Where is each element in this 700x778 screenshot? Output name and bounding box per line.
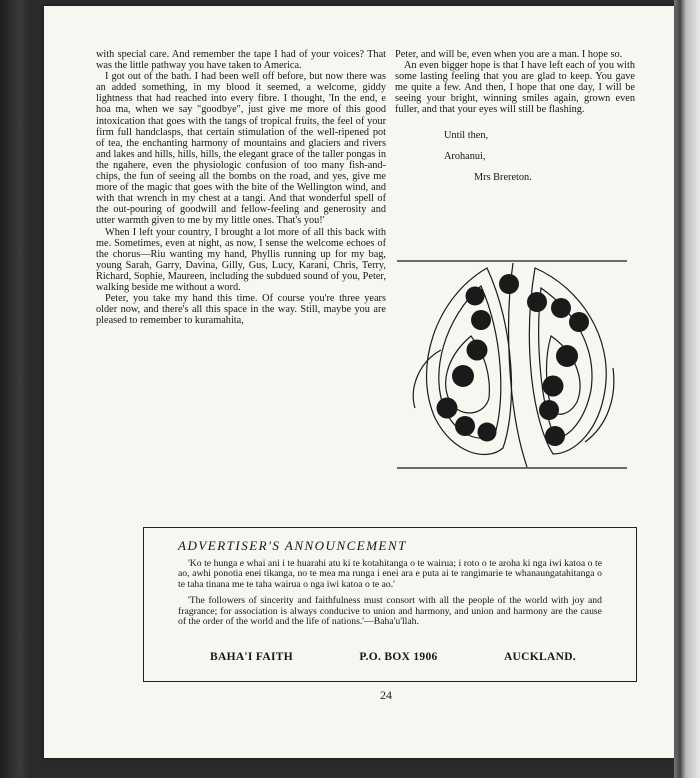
koru-dot [556, 345, 578, 367]
koru-dot [499, 274, 519, 294]
koru-dot [551, 298, 571, 318]
koru-dot [471, 310, 491, 330]
article-paragraph: I got out of the bath. I had been well off before, but now there was an added something, in my blood it seemed, a welcome, giddy lightness that had reached into every fibre. I thought, 'In the end, e hoa ma, when we say "goodbye", just give me more of this good intoxication that goes with the tangs of tropical fruits, the feel of your firm full handclasps, that certain stimulation of the well-ripened pot of tea, the enchanting harmony of mountains and glaciers and rivers and lakes and hills, hills, hills, the elegant grace of the taller pongas in the ngahere, even the physiologic confusion of too many fish-and-chips, the fun of seeing all the bombs on the road, and yes, give me more of the magic that goes with the bite of the Wellington wind, and with that wrench in my chest at a tangi. And that wonderful spell of the out-pouring of goodwill and fellow-feeling and generosity and utter warmth given to me by my little ones. That's you!' [96, 71, 386, 227]
article-paragraph: Peter, you take my hand this time. Of course you're three years older now, and there's all this space in the way. Still, maybe you are pleased to remember to kuramahita, [96, 293, 386, 327]
city: AUCKLAND. [503, 651, 576, 663]
article-left-column [96, 49, 386, 326]
koru-dot [437, 398, 458, 419]
adjacent-page-edge [674, 0, 700, 778]
koru-dot [467, 340, 488, 361]
koru-dot [539, 400, 559, 420]
organization-name: BAHA'I FAITH [210, 651, 293, 663]
english-quote: 'The followers of sincerity and faithfulness must consort with all the people of the world with joy and fragrance; for association is always conducive to union and harmony, and union and harmony are the cause of the order of the world and the life of nations.'—Baha'u'llah. [178, 595, 602, 628]
article-paragraph: An even bigger hope is that I have left each of you with some lasting feeling that you are glad to keep. You gave me quite a few. And then, I hope that one day, I will be seeing your bright, winning smiles again, grown even fuller, and that your eyes will still be flashing. [395, 60, 635, 116]
koru-dot [545, 426, 565, 446]
article-paragraph: When I left your country, I brought a lot more of all this back with me. Sometimes, even at night, as now, I sense the welcome echoes of the chorus—Riu wanting my hand, Phyllis running up for my bag, young Sarah, Garry, Davina, Gilly, Gus, Lucy, Karani, Chris, Terry, Richard, Sophie, Maureen, including the subdued sound of you, Peter, walking beside me without a word. [96, 226, 386, 293]
announcement-footer [210, 651, 576, 663]
koru-dot [569, 312, 589, 332]
koru-dot [543, 376, 564, 397]
koru-dot [455, 416, 475, 436]
article-right-column [395, 49, 635, 183]
koru-dot [466, 287, 485, 306]
koru-pattern-illustration [395, 258, 631, 472]
signature: Mrs Brereton. [474, 171, 532, 183]
advertiser-announcement-box [143, 527, 637, 682]
article-paragraph: Peter, and will be, even when you are a man. I hope so. [395, 49, 623, 60]
greeting-line: Arohanui, [444, 150, 486, 162]
koru-dot [452, 365, 474, 387]
koru-dot [527, 292, 547, 312]
article-paragraph: with special care. And remember the tape I had of your voices? That was the little pathway you have taken to America. [96, 49, 386, 72]
page-number: 24 [380, 688, 392, 702]
announcement-title: ADVERTISER'S ANNOUNCEMENT [178, 538, 407, 553]
koru-dot [478, 423, 497, 442]
closing-line: Until then, [444, 129, 489, 141]
po-box: P.O. BOX 1906 [359, 651, 438, 663]
maori-quote: 'Ko te hunga e whai ani i te huarahi atu ki te kotahitanga o te wairua; i roto o te aroha ki nga iwi katoa o te ao, awhi ponotia enei tikanga, no te mea ma runga i enei ara e puta ai te rangimarie te whanaungatahitanga o te taha tinana me te taha wairua o nga iwi katoa o te ao.' [178, 558, 602, 590]
